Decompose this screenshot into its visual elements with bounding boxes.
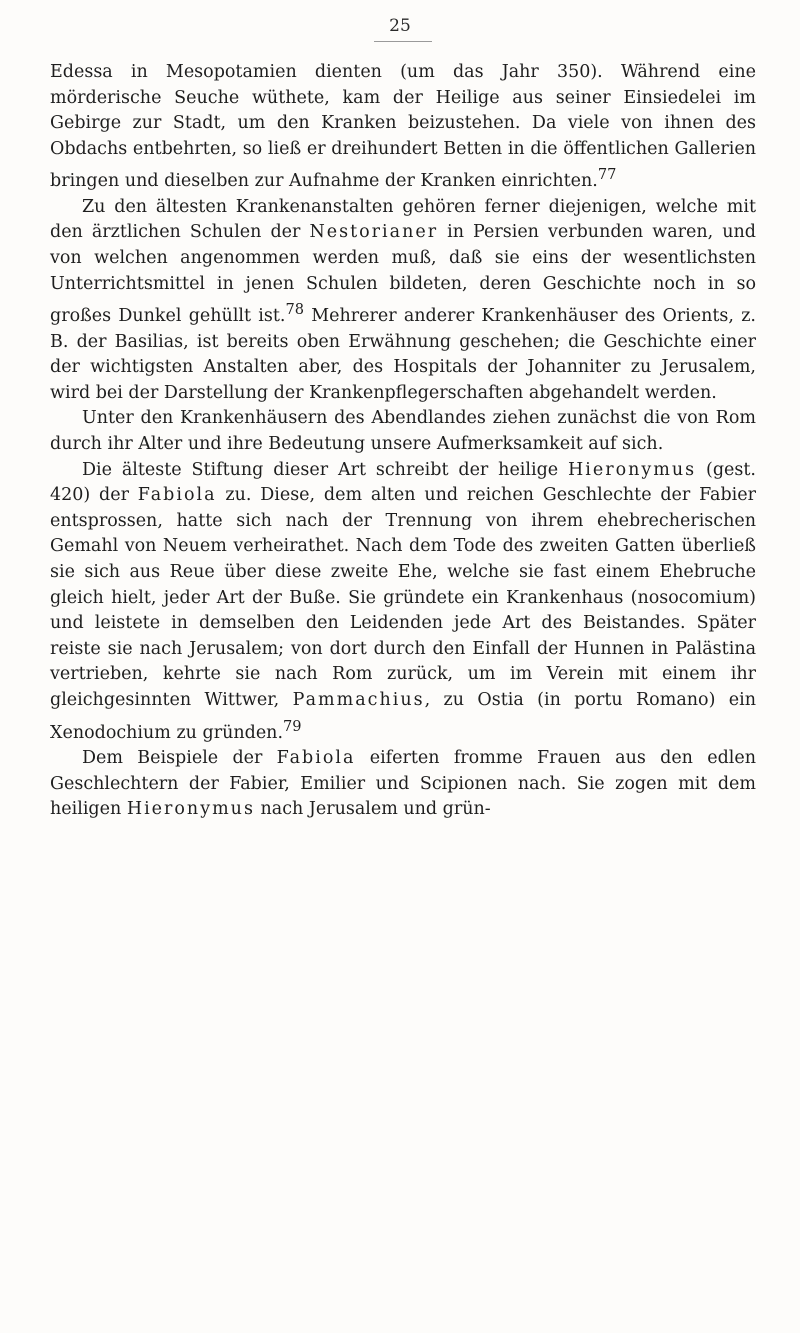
paragraph-4 [50,458,756,746]
emphasis-nestorianer: Nestorianer [309,222,439,243]
text-run: Unter den Krankenhäusern des Abendlandes ziehen zunächst die von Rom durch ihr Alter und ihre Bedeutung unsere Aufmerksamkeit auf sich. [50,408,756,454]
paragraph-1 [50,60,756,195]
text-run: Dem Beispiele der [82,747,277,768]
text-run: Edessa in Mesopotamien dienten (um das Jahr 350). Während eine mörderische Seuche wüthete, kam der Heilige aus seiner Einsiedelei im Gebirge zur Stadt, um den Kranken beizustehen. Da viele von ihnen des Obdachs entbehrten, so ließ er dreihundert Betten in die öffentlichen Gallerien bringen und dieselben zur Aufnahme der Kranken einrichten. [50,62,756,192]
text-body [50,60,756,823]
emphasis-hieronymus: Hieronymus [126,799,255,820]
text-run: eiferten fromme Frauen aus den edlen Geschlechtern der Fabier, Emilier und Scipionen nach. Sie zogen mit dem heiligen [50,747,757,820]
text-run: , zu Ostia ( [424,689,544,710]
text-run: Mehrerer anderer Krankenhäuser des Orients, z. B. der Basilias, ist bereits oben Erwähnung geschehen; die Geschichte einer der wichtigsten Anstalten aber, des Hospitals der Johanniter zu Jerusalem, wird bei der Darstellung der Krankenpflegerschaften abgehandelt werden. [50,306,756,403]
latin-in-portu-romano: in portu Romano [543,689,709,710]
paragraph-5 [50,746,756,823]
text-run: Zu den ältesten Krankenanstalten gehören ferner diejenigen, welche mit den ärztlichen Schulen der [50,196,756,243]
emphasis-pammachius: Pammachius [292,689,425,710]
text-run: in Persien verbunden waren, und von welchen angenommen werden muß, daß sie eins der wesentlichsten Unterrichtsmittel in jenen Schulen bildeten, deren Geschichte noch in so großes Dunkel gehüllt ist. [50,222,756,326]
page-number: 25 [389,16,411,36]
latin-nosocomium: nosocomium [637,587,750,608]
text-run: ) ein Xenodochium zu gründen. [50,689,756,743]
text-run: Die älteste Stiftung dieser Art schreibt der heilige [82,459,569,480]
footnote-ref-79: 79 [283,717,302,735]
page-number-rule [374,41,432,42]
footnote-ref-77: 77 [597,166,617,184]
text-run: zu. Diese, dem alten und reichen Geschlechte der Fabier entsprossen, hatte sich nach der Trennung von ihrem ehebrecherischen Gemahl von Neuem verheirathet. Nach dem Tode des zweiten Gatten überließ sie sich aus Reue über diese zweite Ehe, welche sie fast einem Ehebruche gleich hielt, jeder Art der Buße. Sie gründete ein Krankenhaus ( [50,485,757,608]
emphasis-hieronymus: Hieronymus [568,459,697,480]
paragraph-2 [50,195,756,407]
emphasis-fabiola: Fabiola [276,747,356,768]
text-run: nach Jerusalem und grün- [254,799,491,820]
text-run: (gest. 420) der [50,459,756,506]
text-run: ) und leistete in demselben den Leidenden jede Art des Beistandes. Später reiste sie nach Jerusalem; von dort durch den Einfall der Hunnen in Palästina vertrieben, kehrte sie nach Rom zurück, um im Verein mit einem ihr gleichgesinnten Wittwer, [50,587,756,710]
emphasis-fabiola: Fabiola [137,485,217,506]
paragraph-3 [50,406,756,457]
footnote-ref-78: 78 [285,301,305,319]
